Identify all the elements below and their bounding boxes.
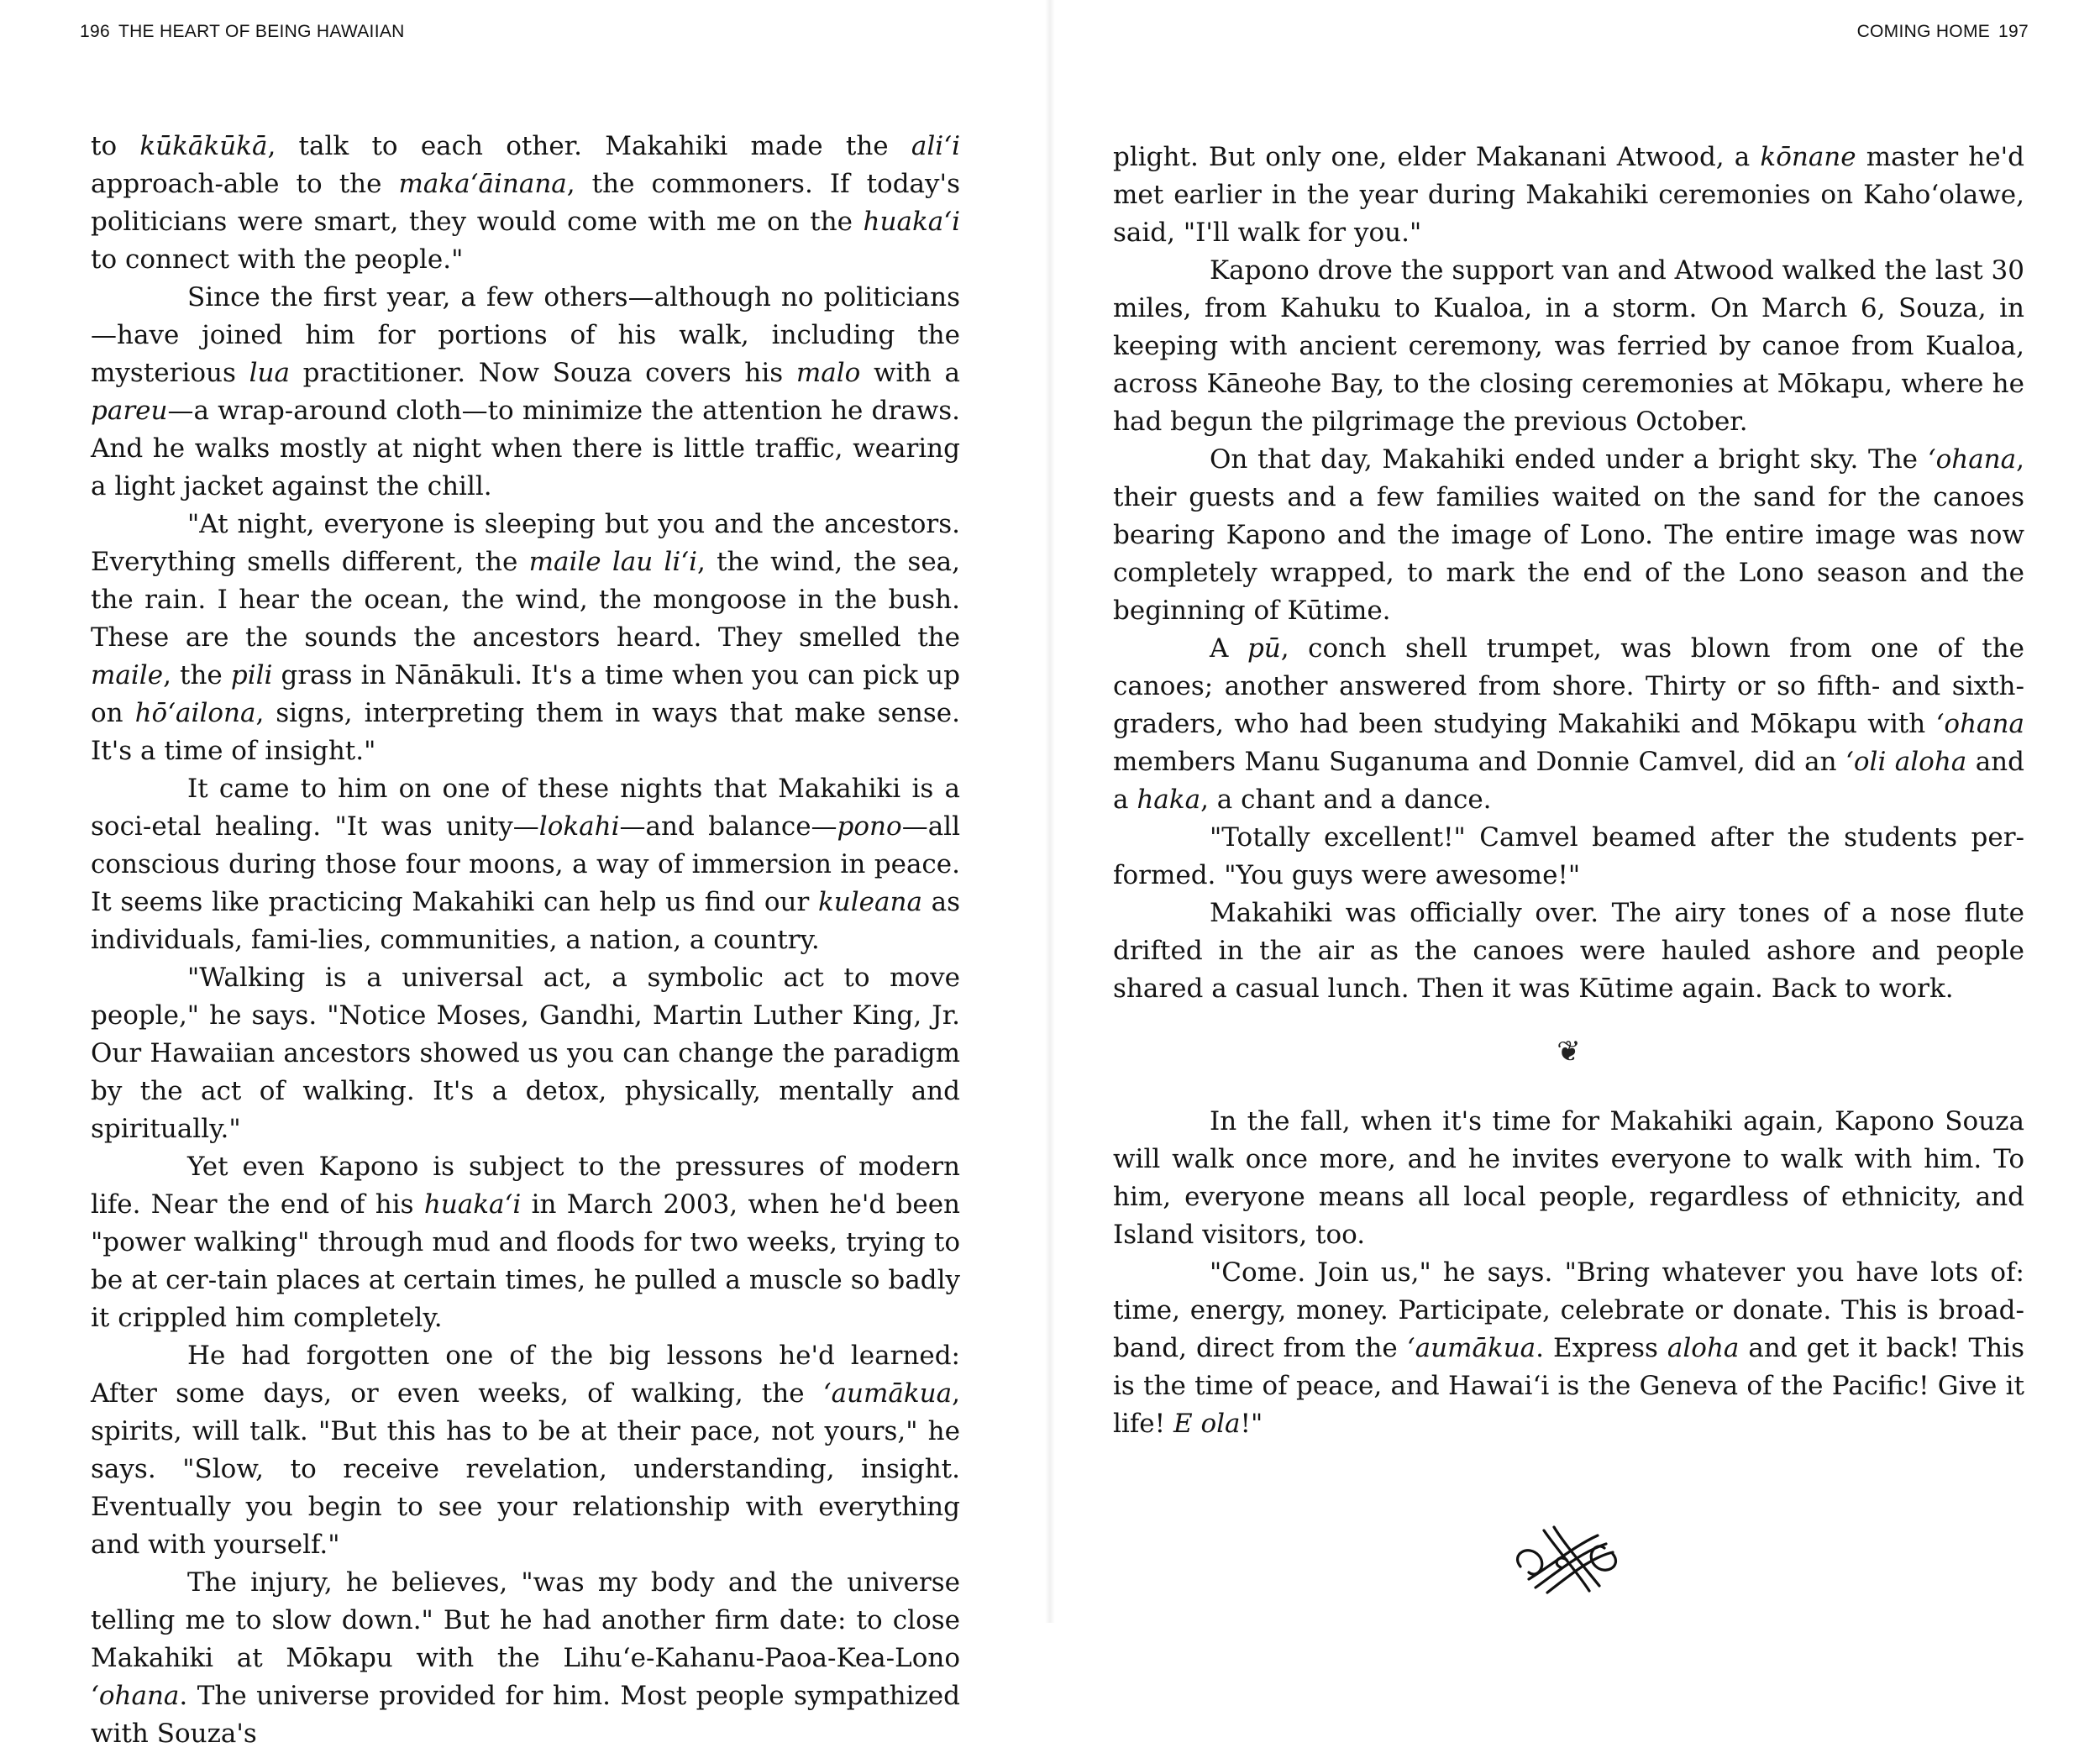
- italic-term: kōnane: [1760, 142, 1856, 172]
- italic-term: E ola: [1173, 1409, 1241, 1439]
- text-run: practitioner. Now Souza covers his: [289, 358, 796, 388]
- flourish-ornament-icon: [1504, 1520, 1630, 1600]
- text-run: , the wind, the sea, the rain. I hear the ocean, the wind, the mongoose in the bush. These are the sounds the ancestors heard. They smelled the: [91, 547, 960, 653]
- italic-term: ‘ohana: [1927, 444, 2017, 475]
- right-text-before-break: [1113, 139, 2024, 1008]
- italic-term: malo: [795, 358, 861, 388]
- italic-term: ali‘i: [911, 131, 960, 161]
- paragraph: [1113, 139, 2024, 252]
- text-run: . Express: [1536, 1333, 1667, 1363]
- text-run: "Walking is a universal act, a symbolic act to move people," he says. "Notice Moses, Gandhi, Martin Luther King, Jr. Our Hawaiian ancestors showed us you can change the paradigm by the act of walking. It's a detox, physically, mentally and spiritually.": [91, 963, 960, 1144]
- text-run: Makahiki was officially over. The airy tones of a nose flute drifted in the air as the canoes were hauled ashore and people shared a casual lunch. Then it was Kūtime again. Back to work.: [1113, 898, 2024, 1004]
- left-running-head-title: THE HEART OF BEING HAWAIIAN: [118, 22, 405, 41]
- paragraph: [1113, 441, 2024, 630]
- text-run: plight. But only one, elder Makanani Atwood, a: [1113, 142, 1761, 172]
- text-run: Since the first year, a few others—although no politicians—have joined him for portions of his walk, including the mysterious: [91, 282, 960, 388]
- text-run: "Totally excellent!" Camvel beamed after the students per-formed. "You guys were awesome!": [1113, 822, 2024, 890]
- text-run: It came to him on one of these nights that Makahiki is a soci-etal healing. "It was unity—: [91, 774, 960, 842]
- paragraph: [91, 1564, 960, 1753]
- text-run: to: [91, 131, 140, 161]
- italic-term: maka‘āinana: [398, 169, 567, 199]
- italic-term: maile: [91, 660, 164, 690]
- text-run: grass in Nānākuli. It's a time when you can pick up on: [91, 660, 960, 728]
- text-run: , signs, interpreting them in ways that make sense. It's a time of insight.": [91, 698, 960, 766]
- italic-term: ‘aumākua: [822, 1378, 953, 1409]
- left-body-text: [91, 128, 960, 1753]
- text-run: with a: [860, 358, 960, 388]
- right-text-after-break: [1113, 1103, 2024, 1443]
- paragraph: [91, 1148, 960, 1337]
- right-page: [1050, 0, 2100, 1623]
- right-page-number: 197: [1998, 22, 2029, 41]
- paragraph: [91, 770, 960, 959]
- text-run: approach-able to the: [91, 169, 399, 199]
- text-run: "At night, everyone is sleeping but you and the ancestors. Everything smells different, the: [91, 509, 960, 577]
- text-run: —and balance—: [619, 811, 837, 842]
- paragraph: [1113, 252, 2024, 441]
- text-run: A: [1210, 633, 1247, 664]
- right-running-head: [1857, 22, 2029, 42]
- text-run: , their guests and a few families waited on the sand for the canoes bearing Kapono and the image of Lono. The entire image was now completely wrapped, to mark the end of the Lono season and the beginning of Kūtime.: [1113, 444, 2024, 626]
- text-run: , conch shell trumpet, was blown from one of the canoes; another answered from shore. Thirty or so fifth- and sixth-graders, who had been studying Makahiki and Mōkapu with: [1113, 633, 2025, 739]
- text-run: to connect with the people.": [91, 244, 464, 275]
- text-run: , spirits, will talk. "But this has to be at their pace, not yours," he says. "Slow, to receive revelation, understanding, insight. Eventually you begin to see your relationship with everything and with yourself.": [91, 1378, 960, 1560]
- italic-term: ‘aumākua: [1406, 1333, 1536, 1363]
- text-run: Yet even Kapono is subject to the pressures of modern life. Near the end of his: [91, 1152, 960, 1220]
- text-run: , a chant and a dance.: [1200, 785, 1492, 815]
- italic-term: lua: [249, 358, 290, 388]
- italic-term: huaka‘i: [423, 1189, 522, 1220]
- text-run: and a: [1113, 747, 2024, 815]
- italic-term: pareu: [91, 396, 168, 426]
- text-run: The injury, he believes, "was my body and the universe telling me to slow down." But he had another firm date: to close Makahiki at Mōkapu with the Lihu‘e-Kahanu-Paoa-Kea-Lono: [91, 1567, 960, 1673]
- left-running-head: [80, 22, 405, 42]
- italic-term: maile lau li‘i: [528, 547, 698, 577]
- paragraph: [91, 959, 960, 1148]
- left-page: [0, 0, 1050, 1749]
- text-run: !": [1240, 1409, 1263, 1439]
- text-run: "Come. Join us," he says. "Bring whatever you have lots of: time, energy, money. Participate, celebrate or donate. This is broad-band, direct from the: [1113, 1257, 2024, 1363]
- italic-term: pū: [1247, 633, 1281, 664]
- section-break-ornament-icon: ❦: [1557, 1035, 1581, 1068]
- text-run: —a wrap-around cloth—to minimize the attention he draws. And he walks mostly at night when there is little traffic, wearing a light jacket against the chill.: [91, 396, 960, 501]
- text-run: , talk to each other. Makahiki made the: [267, 131, 911, 161]
- paragraph: [91, 506, 960, 770]
- paragraph: [1113, 1103, 2024, 1254]
- text-run: . The universe provided for him. Most people sympathized with Souza's: [91, 1681, 960, 1749]
- text-run: members Manu Suganuma and Donnie Camvel, did an: [1113, 747, 1846, 777]
- italic-term: pono: [837, 811, 902, 842]
- text-run: master he'd met earlier in the year during Makahiki ceremonies on Kaho‘olawe, said, "I'll walk for you.": [1113, 142, 2024, 248]
- italic-term: hō‘ailona: [134, 698, 256, 728]
- paragraph: [1113, 819, 2024, 895]
- paragraph: [91, 128, 960, 279]
- text-run: as individuals, fami-lies, communities, a nation, a country.: [91, 887, 960, 955]
- italic-term: aloha: [1667, 1333, 1740, 1363]
- text-run: He had forgotten one of the big lessons he'd learned: After some days, or even weeks, of walking, the: [91, 1341, 960, 1409]
- text-run: , the commoners. If today's politicians were smart, they would come with me on the: [91, 169, 960, 237]
- italic-term: ‘oli aloha: [1845, 747, 1967, 777]
- paragraph: [91, 279, 960, 506]
- text-run: , the: [163, 660, 231, 690]
- italic-term: ‘ohana: [91, 1681, 180, 1711]
- right-body-text: [1113, 139, 2024, 1443]
- italic-term: kūkākūkā: [139, 131, 268, 161]
- italic-term: huaka‘i: [863, 207, 960, 237]
- italic-term: kuleana: [817, 887, 922, 917]
- italic-term: pili: [230, 660, 273, 690]
- paragraph: [1113, 630, 2024, 819]
- paragraph: [1113, 1254, 2024, 1443]
- left-page-number: 196: [80, 22, 110, 41]
- text-run: —all conscious during those four moons, a way of immersion in peace. It seems like practicing Makahiki can help us find our: [91, 811, 960, 917]
- text-run: In the fall, when it's time for Makahiki again, Kapono Souza will walk once more, and he invites everyone to walk with him. To him, everyone means all local people, regardless of ethnicity, and Island visitors, too.: [1113, 1106, 2024, 1250]
- text-run: Kapono drove the support van and Atwood walked the last 30 miles, from Kahuku to Kualoa, in a storm. On March 6, Souza, in keeping with ancient ceremony, was ferried by canoe from Kualoa, across Kāneohe Bay, to the closing ceremonies at Mōkapu, where he had begun the pilgrimage the previous October.: [1113, 255, 2024, 437]
- italic-term: haka: [1137, 785, 1201, 815]
- italic-term: ‘ohana: [1935, 709, 2024, 739]
- text-run: in March 2003, when he'd been "power walking" through mud and floods for two weeks, trying to be at cer-tain places at certain times, he pulled a muscle so badly it crippled him completely.: [91, 1189, 961, 1333]
- right-running-head-title: COMING HOME: [1856, 22, 1991, 41]
- italic-term: lokahi: [538, 811, 620, 842]
- text-run: On that day, Makahiki ended under a bright sky. The: [1210, 444, 1928, 475]
- paragraph: [1113, 895, 2024, 1008]
- text-run: and get it back! This is the time of peace, and Hawai‘i is the Geneva of the Pacific! Give it life!: [1113, 1333, 2024, 1439]
- paragraph: [91, 1337, 960, 1564]
